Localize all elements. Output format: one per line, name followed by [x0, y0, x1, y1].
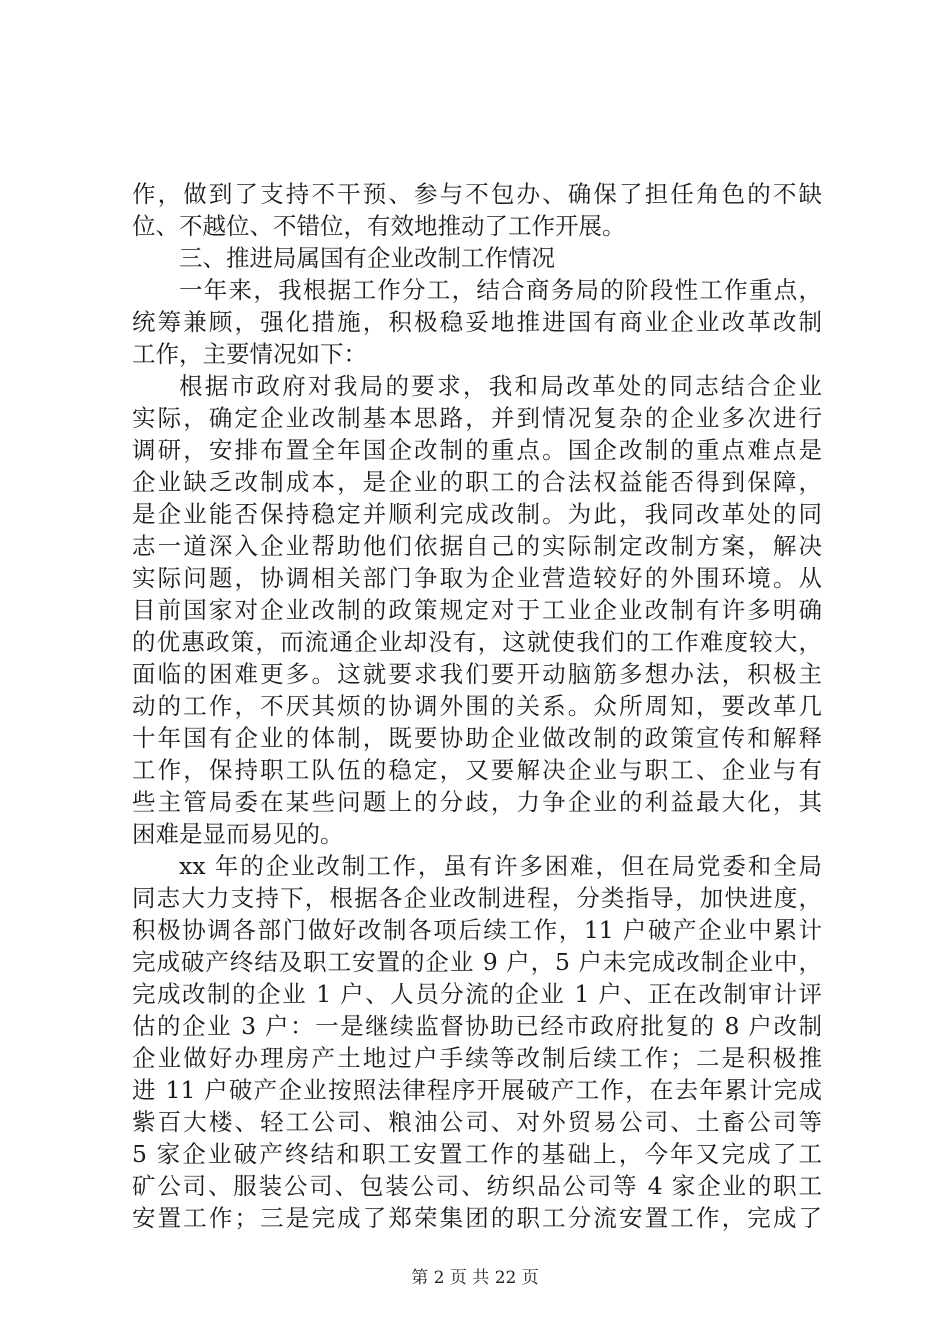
page-number-footer: 第 2 页 共 22 页: [411, 1268, 539, 1288]
text-line: 困难是显而易见的。: [132, 820, 344, 848]
text-line: 统筹兼顾，强化措施，积极稳妥地推进国有商业企业改革改制: [132, 308, 822, 336]
section-heading-text: 三、推进局属国有企业改制工作情况: [179, 244, 555, 272]
text-line: 进 11 户破产企业按照法律程序开展破产工作，在去年累计完成: [132, 1076, 822, 1104]
text-line: 安置工作；三是完成了郑荣集团的职工分流安置工作，完成了: [132, 1204, 822, 1232]
text-line: 志一道深入企业帮助他们依据自己的实际制定改制方案，解决: [132, 532, 822, 560]
text-line: 估的企业 3 户：一是继续监督协助已经市政府批复的 8 户改制: [132, 1012, 822, 1040]
paragraph-overview: [132, 274, 822, 370]
text-line: 一年来，我根据工作分工，结合商务局的阶段性工作重点，: [179, 276, 822, 304]
text-line: 目前国家对企业改制的政策规定对于工业企业改制有许多明确: [132, 596, 822, 624]
text-line: 5 家企业破产终结和职工安置工作的基础上，今年又完成了工: [132, 1140, 822, 1168]
text-line: 面临的困难更多。这就要求我们要开动脑筋多想办法，积极主: [132, 660, 822, 688]
paragraph-continuation: [132, 178, 822, 242]
paragraph-progress: [132, 850, 822, 1234]
text-line: 根据市政府对我局的要求，我和局改革处的同志结合企业: [179, 372, 822, 400]
text-line: 实际，确定企业改制基本思路，并到情况复杂的企业多次进行: [132, 404, 822, 432]
text-line: 企业缺乏改制成本，是企业的职工的合法权益能否得到保障，: [132, 468, 822, 496]
text-line: 些主管局委在某些问题上的分歧，力争企业的利益最大化，其: [132, 788, 822, 816]
text-line: xx 年的企业改制工作，虽有许多困难，但在局党委和全局: [179, 852, 822, 880]
text-line: 完成破产终结及职工安置的企业 9 户，5 户未完成改制企业中，: [132, 948, 822, 976]
text-line: 同志大力支持下，根据各企业改制进程，分类指导，加快进度，: [132, 884, 822, 912]
text-line: 的优惠政策，而流通企业却没有，这就使我们的工作难度较大，: [132, 628, 822, 656]
text-line: 矿公司、服装公司、包装公司、纺织品公司等 4 家企业的职工: [132, 1172, 822, 1200]
text-line: 调研，安排布置全年国企改制的重点。国企改制的重点难点是: [132, 436, 822, 464]
text-line: 十年国有企业的体制，既要协助企业做改制的政策宣传和解释: [132, 724, 822, 752]
text-line: 工作，保持职工队伍的稳定，又要解决企业与职工、企业与有: [132, 756, 822, 784]
text-line: 动的工作，不厌其烦的协调外围的关系。众所周知，要改革几: [132, 692, 822, 720]
paragraph-difficulties: [132, 370, 822, 850]
text-line: 完成改制的企业 1 户、人员分流的企业 1 户、正在改制审计评: [132, 980, 822, 1008]
text-line: 紫百大楼、轻工公司、粮油公司、对外贸易公司、土畜公司等: [132, 1108, 822, 1136]
text-line: 实际问题，协调相关部门争取为企业营造较好的外围环境。从: [132, 564, 822, 592]
text-line: 工作，主要情况如下：: [132, 340, 367, 368]
document-body: [132, 178, 822, 1234]
text-line: 积极协调各部门做好改制各项后续工作，11 户破产企业中累计: [132, 916, 822, 944]
text-line: 企业做好办理房产土地过户手续等改制后续工作；二是积极推: [132, 1044, 822, 1072]
text-line: 是企业能否保持稳定并顺利完成改制。为此，我同改革处的同: [132, 500, 822, 528]
text-line: 位、不越位、不错位，有效地推动了工作开展。: [132, 212, 626, 240]
section-heading: [132, 242, 822, 274]
text-line: 作，做到了支持不干预、参与不包办、确保了担任角色的不缺: [132, 180, 822, 208]
